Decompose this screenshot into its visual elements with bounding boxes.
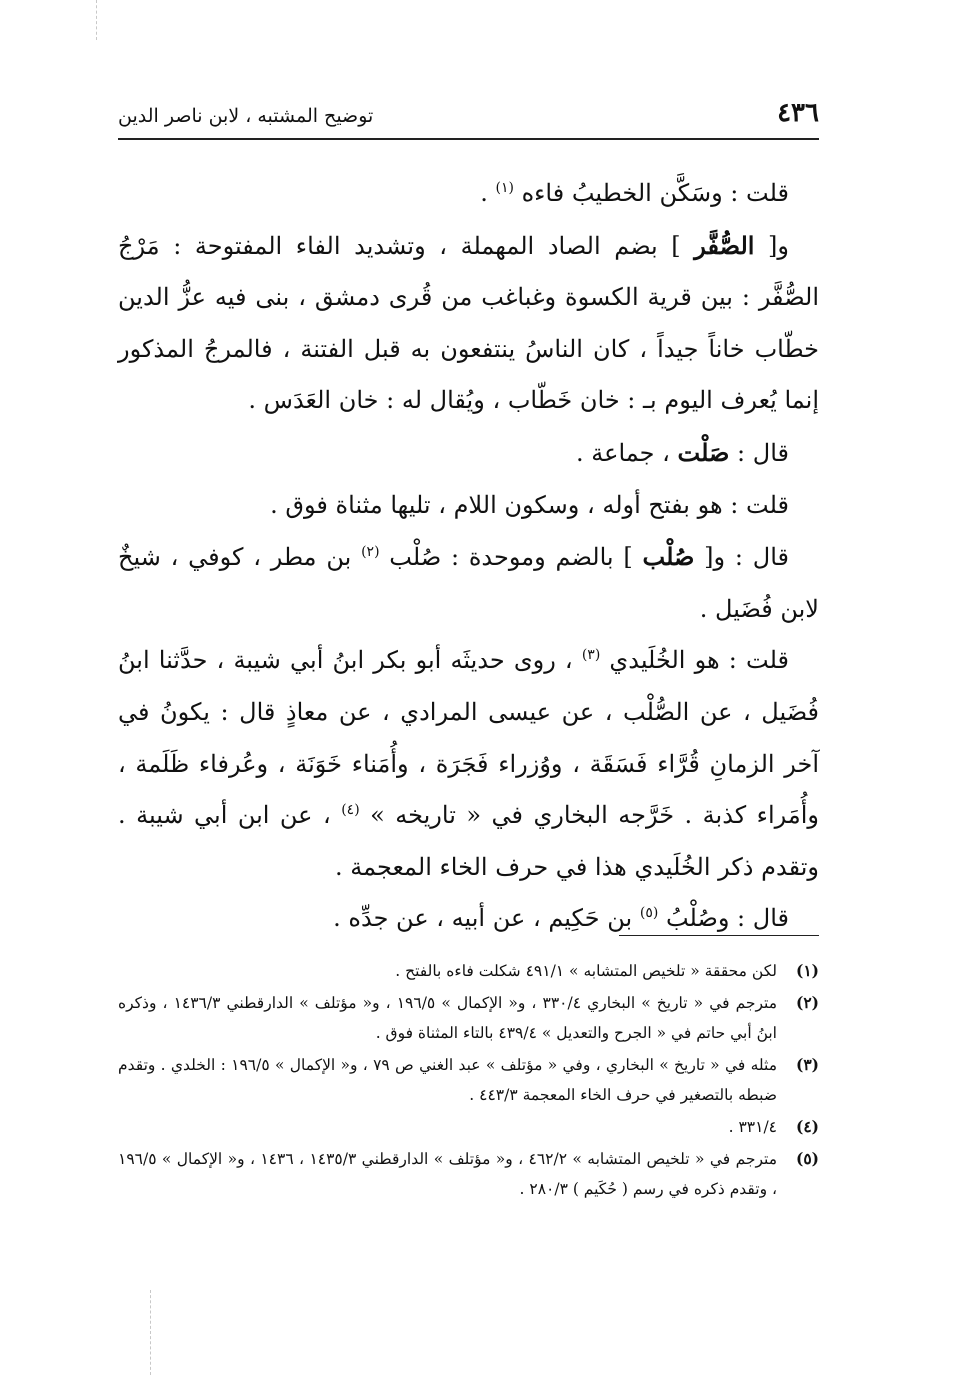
footnote-text: مترجم في « تلخيص المتشابه » ٤٦٢/٢ ، و« مؤتلف » الدارقطني ١٤٣٥/٣ ، ١٤٣٦ ، و« الإكمال » ١٩٦/٥ ، وتقدم ذكره في رسم ( حُكَيم ) ٢٨٠/٣ .	[118, 1150, 778, 1198]
footnote	[118, 988, 819, 1048]
text-segment: قلت : هو الخُلَيدي	[600, 646, 790, 675]
footnote-text: لكن محققة « تلخيص المتشابه » ٤٩١/١ شكلت فاءه بالفتح .	[395, 962, 777, 980]
paragraph	[118, 531, 819, 635]
footnote-number: (١)	[795, 961, 819, 980]
footnote	[118, 1144, 819, 1204]
footnote	[118, 1112, 819, 1142]
footnote-reference: (٣)	[581, 647, 601, 664]
footnote-reference: (١)	[495, 180, 514, 196]
entry-headword: صُلْب	[642, 542, 695, 572]
footnote-number: (٢)	[795, 993, 819, 1012]
entry-headword: الصُّفَّر	[694, 230, 755, 260]
text-segment: ، روى حديثَه أبو بكر ابنُ أبي شيبة ، حدَّثنا ابنُ فُضَيل ، عن الصُّلْب ، عن عيسى المرادي ، عن معاذٍ قال : يكونُ في آخر الزمانِ قُرَّاء فَسَقَة ، ووُزراء فَجَرَة ، وأُمَناء خَوَنَة ، وعُرفاء ظَلَمة ، وأُمَراء كذبة . خَرَّجه البخاري في « تاريخه »	[118, 646, 819, 830]
paragraph	[118, 427, 819, 480]
header-rule	[118, 138, 819, 140]
footnote-text: مترجم في « تاريخ » البخاري ٣٣٠/٤ ، و« الإكمال » ١٩٦/٥ ، و« مؤتلف » الدارقطني ١٤٣٦/٣ ، وذكره ابنُ أبي حاتم في « الجرح والتعديل » ٤٣٩/٤ بالتاء المثناة فوق .	[118, 994, 778, 1042]
footnotes	[118, 956, 819, 1206]
paragraph	[118, 480, 819, 532]
footnote-number: (٥)	[795, 1149, 819, 1168]
paragraph	[118, 635, 819, 893]
page-number: ٤٣٦	[777, 98, 819, 128]
text-segment: ] بضم الصاد المهملة ، وتشديد الفاء المفتوحة : مَرْجُ الصُّفَّر : بين قرية الكسوة وغباغب من قُرى دمشق ، بنى فيه عزُّ الدين خطّاب خاناً جيداً ، كان الناسُ ينتفعون به قبل الفتنة ، فالمرجُ المذكور إنما يُعرف اليوم بـ : خان خَطّاب ، ويُقال له : خان العَدَس .	[118, 231, 819, 415]
paragraph	[118, 893, 819, 945]
footnote-number: (٤)	[795, 1117, 819, 1136]
text-segment: و[	[754, 231, 789, 260]
footnote-separator	[619, 935, 819, 936]
paragraph	[118, 168, 819, 220]
footnote-reference: (٢)	[361, 544, 380, 561]
text-segment: بن حَكِيم ، عن أبيه ، عن جدِّه .	[333, 904, 640, 933]
running-title: توضيح المشتبه ، لابن ناصر الدين	[118, 105, 374, 127]
text-segment: قال : و[	[694, 543, 789, 572]
text-segment: ] بالضم وموحدة : صُلْب	[379, 543, 643, 572]
text-segment: ، عن ابن أبي شيبة . وتقدم ذكر الخُلَيدي هذا في حرف الخاء المعجمة .	[118, 801, 819, 881]
text-segment: قلت : هو بفتح أوله ، وسكون اللام ، تليها مثناة فوق .	[270, 490, 789, 519]
scan-fold-mark-top	[96, 0, 97, 40]
text-segment: ، جماعة .	[576, 438, 678, 467]
entry-headword: صَلْت	[677, 437, 730, 467]
text-segment: قال :	[729, 438, 789, 467]
paragraph	[118, 220, 819, 427]
footnote-text: مثله في « تاريخ » البخاري ، وفي « مؤتلف » عبد الغني ص ٧٩ ، و« الإكمال » ١٩٦/٥ : الخلدي . وتقدم ضبطه بالتصغير في حرف الخاء المعجمة ٤٤٣/٣ .	[118, 1056, 778, 1104]
page-header	[118, 86, 819, 126]
main-text	[118, 168, 819, 945]
text-segment: .	[480, 179, 496, 207]
footnote-number: (٣)	[795, 1055, 819, 1074]
footnote	[118, 956, 819, 986]
footnote-reference: (٥)	[639, 905, 659, 922]
text-segment: قلت : وسَكَّن الخطيبُ فاءه	[513, 179, 789, 207]
text-segment: قال : وصُلْبُ	[658, 904, 789, 933]
scan-fold-mark-bottom	[150, 1290, 151, 1375]
footnote-reference: (٤)	[341, 802, 360, 819]
footnote	[118, 1050, 819, 1110]
footnote-text: ٣٣١/٤ .	[728, 1118, 777, 1136]
text-segment: بن مطر ، كوفي ، شيخٌ لابن فُضَيل .	[118, 543, 819, 623]
